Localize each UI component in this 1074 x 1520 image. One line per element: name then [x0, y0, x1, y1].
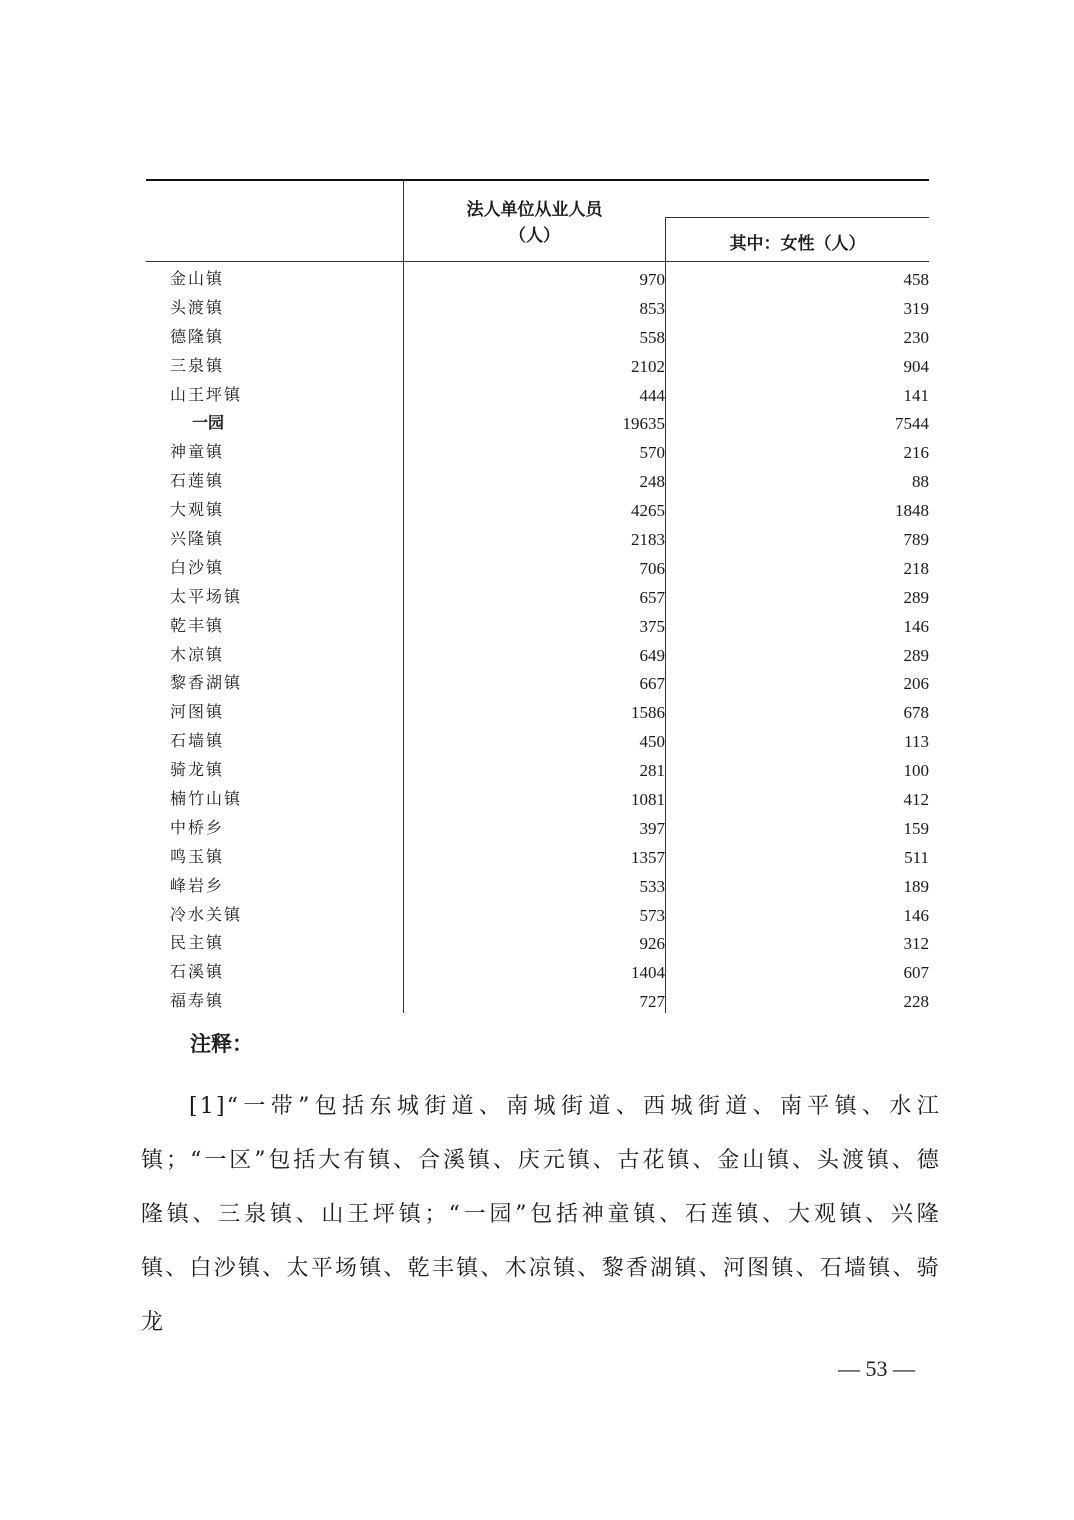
row-total: 1586 [631, 703, 665, 723]
table-row [146, 783, 929, 812]
row-total: 4265 [631, 501, 665, 521]
row-name: 乾丰镇 [170, 615, 225, 635]
row-total: 1081 [631, 790, 665, 810]
row-female: 289 [903, 587, 929, 607]
table-row [146, 610, 929, 639]
table-row [146, 927, 929, 956]
row-name: 金山镇 [170, 269, 225, 288]
row-female: 458 [903, 270, 929, 289]
table-row [146, 436, 929, 465]
row-total: 2102 [631, 356, 665, 376]
row-total: 853 [639, 298, 665, 318]
row-female: 228 [903, 992, 929, 1012]
row-name: 三泉镇 [170, 355, 225, 375]
row-female: 511 [904, 847, 929, 867]
row-total: 649 [639, 645, 665, 665]
table-row [146, 321, 929, 350]
row-name: 大观镇 [170, 500, 225, 520]
table-row [146, 494, 929, 523]
row-total: 926 [639, 934, 665, 954]
row-total: 970 [639, 270, 665, 289]
table-body [146, 263, 929, 1014]
table-row [146, 523, 929, 552]
row-name: 福寿镇 [170, 991, 225, 1011]
row-name: 木凉镇 [170, 644, 225, 664]
table-row [146, 350, 929, 379]
row-female: 312 [903, 934, 929, 954]
row-name: 兴隆镇 [170, 529, 225, 549]
table-row [146, 292, 929, 321]
row-name: 民主镇 [170, 933, 225, 953]
header-employees-label: 法人单位从业人员 [466, 200, 603, 220]
row-female: 218 [903, 558, 929, 578]
row-name: 冷水关镇 [170, 904, 243, 924]
row-total: 573 [639, 905, 665, 925]
table-header [146, 181, 929, 262]
row-name: 石溪镇 [170, 962, 225, 982]
row-total: 1357 [631, 847, 665, 867]
row-total: 706 [639, 558, 665, 578]
row-total: 375 [639, 616, 665, 636]
table-row [146, 956, 929, 985]
row-name: 河图镇 [170, 702, 225, 722]
notes-title: 注释： [190, 1032, 253, 1056]
table-row [146, 465, 929, 494]
header-sub-rule [665, 217, 929, 218]
row-female: 7544 [895, 414, 929, 434]
table-row [146, 263, 929, 292]
table-row [146, 754, 929, 783]
header-female: 其中：女性（人） [729, 234, 866, 254]
table-row [146, 985, 929, 1014]
row-name: 骑龙镇 [170, 760, 225, 780]
table-row [146, 552, 929, 581]
table-row [146, 581, 929, 610]
table-row [146, 639, 929, 668]
row-name: 中桥乡 [170, 817, 225, 837]
row-total: 444 [639, 385, 665, 405]
row-female: 88 [912, 472, 929, 492]
row-female: 146 [903, 616, 929, 636]
table-row [146, 899, 929, 928]
row-name: 白沙镇 [170, 557, 225, 577]
row-name: 德隆镇 [170, 326, 225, 346]
row-female: 206 [903, 674, 929, 694]
row-name: 太平场镇 [170, 586, 243, 606]
row-female: 100 [903, 761, 929, 781]
row-name: 一园 [192, 413, 225, 433]
row-total: 397 [639, 818, 665, 838]
row-total: 248 [639, 472, 665, 492]
table-row [146, 812, 929, 841]
row-total: 2183 [631, 530, 665, 550]
row-female: 678 [903, 703, 929, 723]
row-total: 667 [639, 674, 665, 694]
row-female: 412 [903, 790, 929, 810]
table-row [146, 696, 929, 725]
row-name: 黎香湖镇 [170, 673, 243, 693]
row-female: 319 [903, 298, 929, 318]
row-total: 450 [639, 732, 665, 752]
row-name: 石墙镇 [170, 731, 225, 751]
row-female: 216 [903, 443, 929, 463]
row-total: 657 [639, 587, 665, 607]
header-employees [404, 197, 665, 249]
row-total: 558 [639, 327, 665, 347]
row-name: 头渡镇 [170, 297, 225, 317]
row-name: 楠竹山镇 [170, 789, 243, 809]
row-total: 727 [639, 992, 665, 1012]
row-female: 230 [903, 327, 929, 347]
row-female: 141 [903, 385, 929, 405]
page-number: — 53 — [838, 1356, 915, 1381]
row-female: 146 [903, 905, 929, 925]
row-total: 533 [639, 876, 665, 896]
row-name: 鸣玉镇 [170, 846, 225, 866]
row-female: 289 [903, 645, 929, 665]
row-female: 113 [904, 732, 929, 752]
table-row [146, 725, 929, 754]
table-row [146, 667, 929, 696]
table-row [146, 407, 929, 436]
row-name: 山王坪镇 [170, 384, 243, 404]
row-female: 189 [903, 876, 929, 896]
row-female: 789 [903, 530, 929, 550]
header-employees-unit: （人） [509, 226, 560, 246]
table-row [146, 379, 929, 408]
row-female: 904 [903, 356, 929, 376]
row-name: 石莲镇 [170, 471, 225, 491]
row-female: 607 [903, 963, 929, 983]
row-name: 神童镇 [170, 442, 225, 462]
row-total: 281 [639, 761, 665, 781]
row-name: 峰岩乡 [170, 875, 225, 895]
table-row [146, 870, 929, 899]
row-female: 159 [903, 818, 929, 838]
notes-text: [1]“一带”包括东城街道、南城街道、西城街道、南平镇、水江镇；“一区”包括大有镇、合溪镇、庆元镇、古花镇、金山镇、头渡镇、德隆镇、三泉镇、山王坪镇；“一园”包括神童镇、石莲镇、大观镇、兴隆镇、白沙镇、太平场镇、乾丰镇、木凉镇、黎香湖镇、河图镇、石墙镇、骑龙 [141, 1094, 941, 1335]
row-total: 19635 [622, 414, 665, 434]
table-row [146, 841, 929, 870]
row-total: 1404 [631, 963, 665, 983]
row-female: 1848 [895, 501, 929, 521]
row-total: 570 [639, 443, 665, 463]
